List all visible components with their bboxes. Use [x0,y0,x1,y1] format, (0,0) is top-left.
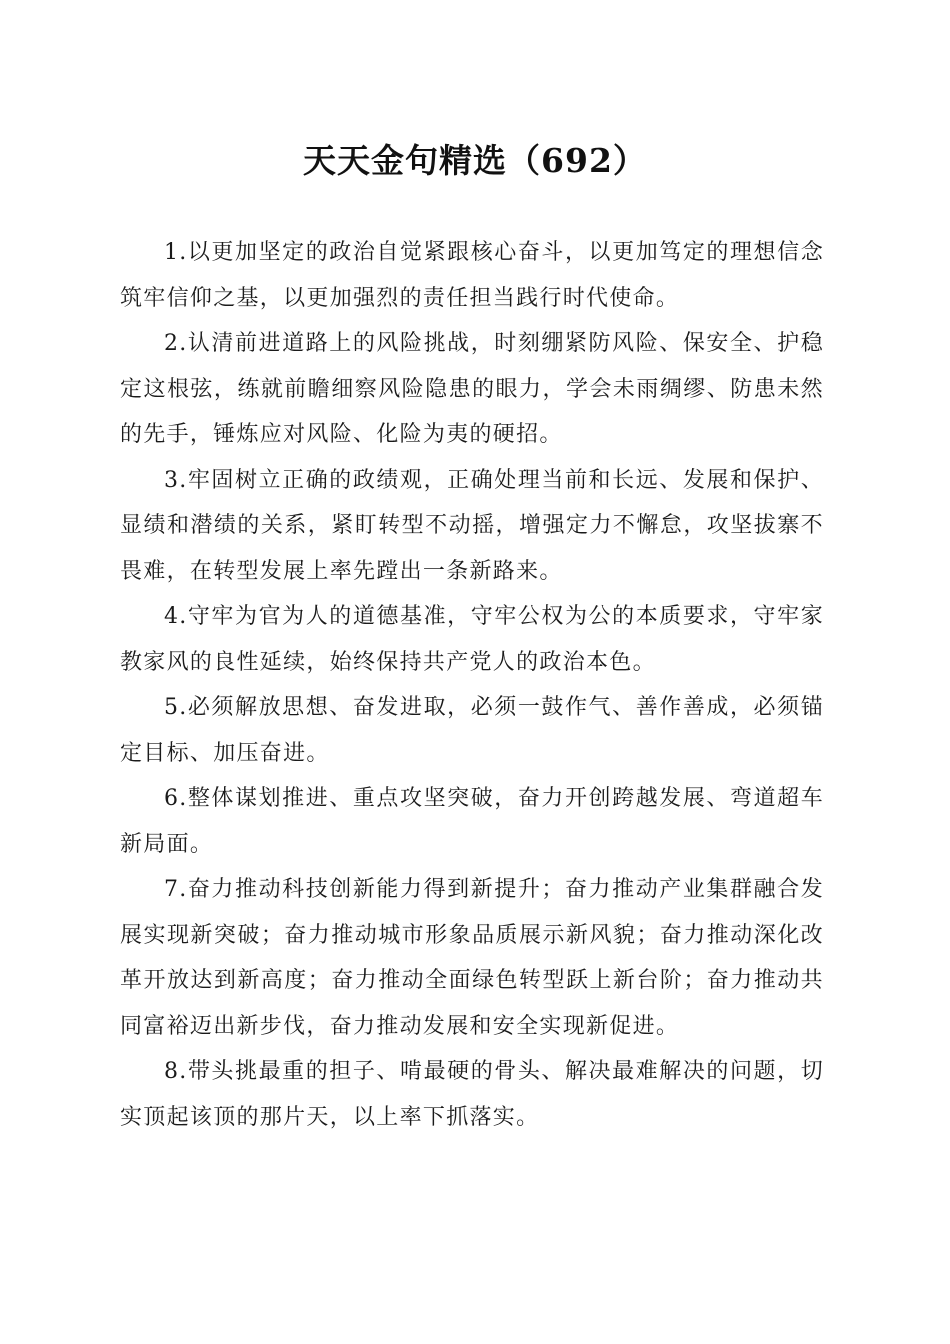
paragraph: 4.守牢为官为人的道德基准，守牢公权为公的本质要求，守牢家教家风的良性延续，始终保持共产党人的政治本色。 [120,604,824,675]
paragraph: 7.奋力推动科技创新能力得到新提升；奋力推动产业集群融合发展实现新突破；奋力推动城市形象品质展示新风貌；奋力推动深化改革开放达到新高度；奋力推动全面绿色转型跃上新台阶；奋力推动共同富裕迈出新步伐，奋力推动发展和安全实现新促进。 [120,877,824,1039]
paragraph: 8.带头挑最重的担子、啃最硬的骨头、解决最难解决的问题，切实顶起该顶的那片天，以上率下抓落实。 [120,1059,824,1130]
document-title: 天天金句精选（692） [303,141,647,180]
paragraph: 2.认清前进道路上的风险挑战，时刻绷紧防风险、保安全、护稳定这根弦，练就前瞻细察风险隐患的眼力，学会未雨绸缪、防患未然的先手，锤炼应对风险、化险为夷的硬招。 [120,331,824,447]
paragraph: 6.整体谋划推进、重点攻坚突破，奋力开创跨越发展、弯道超车新局面。 [120,786,824,857]
paragraph: 3.牢固树立正确的政绩观，正确处理当前和长远、发展和保护、显绩和潜绩的关系，紧盯转型不动摇，增强定力不懈怠，攻坚拔寨不畏难，在转型发展上率先蹚出一条新路来。 [120,467,824,584]
paragraph: 5.必须解放思想、奋发进取，必须一鼓作气、善作善成，必须锚定目标、加压奋进。 [120,695,824,766]
document-body [120,230,824,1140]
paragraph: 1.以更加坚定的政治自觉紧跟核心奋斗，以更加笃定的理想信念筑牢信仰之基，以更加强烈的责任担当践行时代使命。 [120,240,824,311]
